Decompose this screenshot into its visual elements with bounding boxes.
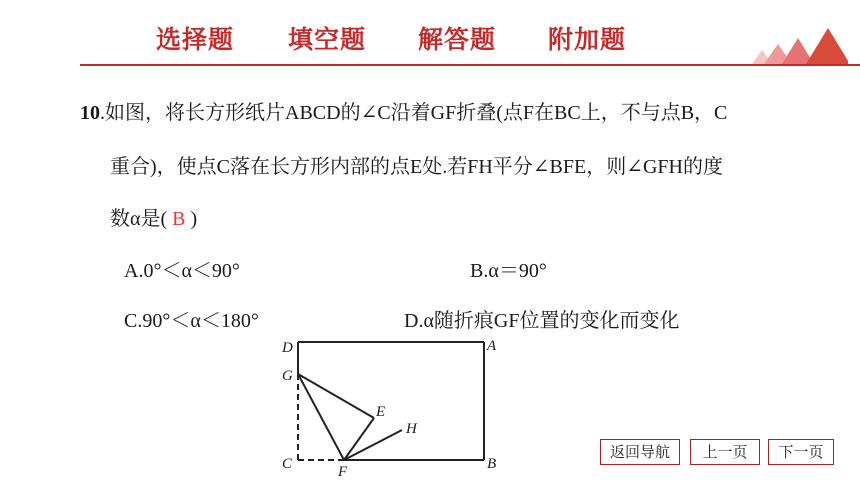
question-line-3 [110, 202, 197, 231]
label-H: H [406, 421, 417, 437]
label-D: D [282, 340, 293, 356]
label-F: F [338, 464, 348, 478]
triangle-decoration-icon [748, 26, 848, 64]
label-C: C [282, 456, 293, 472]
option-b: B.α＝90° [470, 260, 547, 282]
option-d: D.α随折痕GF位置的变化而变化 [404, 310, 680, 332]
tab-multiple-choice[interactable]: 选择题 [156, 25, 235, 54]
segment-FH [344, 430, 402, 460]
nav-tabs [0, 0, 860, 62]
header-divider [80, 64, 860, 66]
label-E: E [376, 404, 386, 420]
tab-extra[interactable]: 附加题 [548, 25, 627, 54]
tab-fill-in-blank[interactable]: 填空题 [288, 25, 367, 54]
prev-page-button[interactable]: 上一页 [690, 439, 760, 465]
geometry-figure [276, 332, 506, 478]
question-line-1 [80, 96, 727, 125]
question-line-2: 重合)，使点C落在长方形内部的点E处.若FH平分∠BFE，则∠GFH的度 [110, 156, 723, 178]
question-text-3-end: ) [190, 208, 198, 230]
question-number: 10 [80, 102, 100, 124]
option-c: C.90°＜α＜180° [124, 310, 259, 332]
question-text-3: 数α是( [110, 208, 168, 230]
label-B: B [487, 456, 497, 472]
question-text-1: .如图，将长方形纸片ABCD的∠C沿着GF折叠(点F在BC上，不与点B，C [100, 102, 728, 124]
label-G: G [282, 368, 293, 384]
tab-problem-solving[interactable]: 解答题 [418, 25, 497, 54]
segment-EF [344, 418, 374, 460]
next-page-button[interactable]: 下一页 [768, 439, 834, 465]
option-a: A.0°＜α＜90° [124, 260, 240, 282]
answer-letter: B [172, 208, 186, 230]
back-to-nav-button[interactable]: 返回导航 [600, 439, 680, 465]
label-A: A [487, 338, 497, 354]
